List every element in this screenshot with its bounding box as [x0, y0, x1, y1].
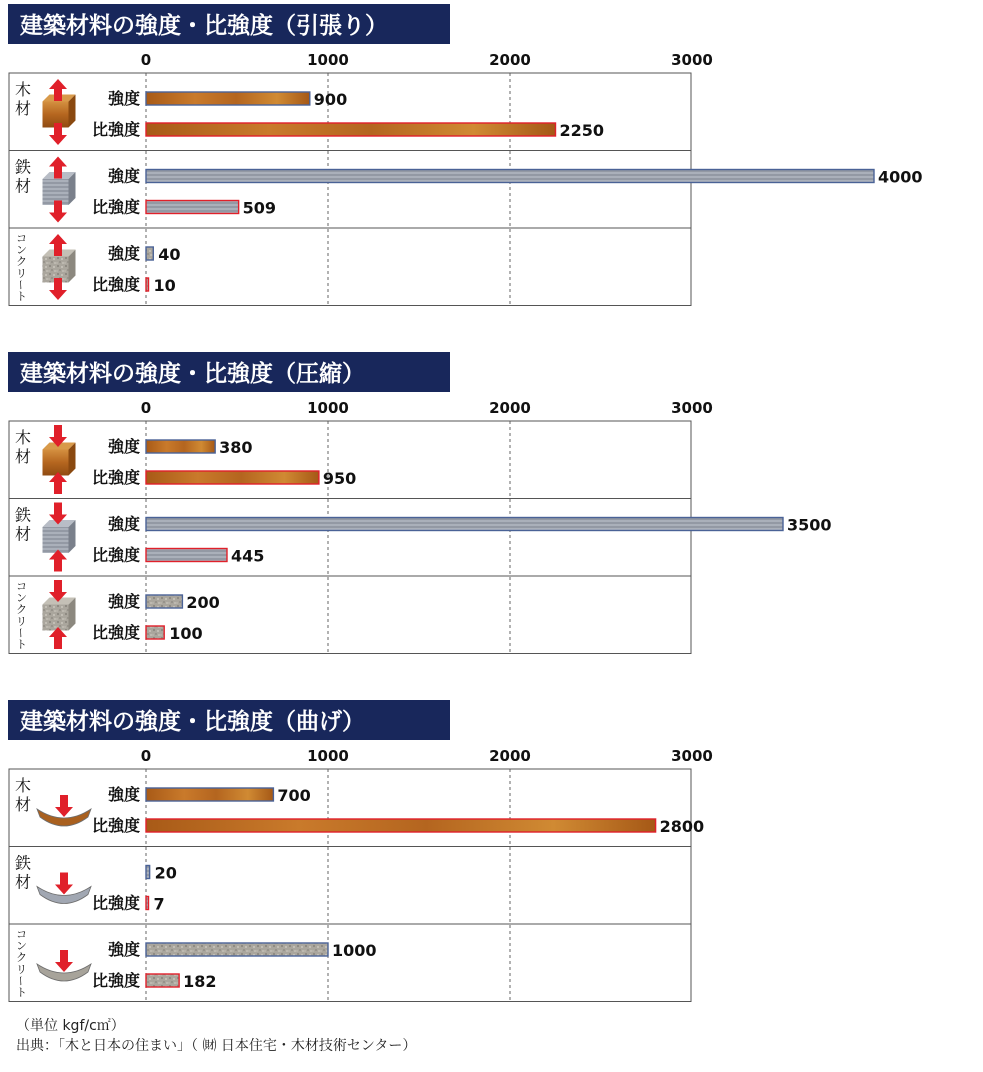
group-label-char: ー: [14, 279, 27, 291]
bar-specific-strength: [146, 819, 656, 832]
bar-strength: [146, 440, 215, 453]
series-label-strength: 強度: [107, 592, 140, 611]
group-label-char: 材: [15, 447, 32, 466]
axis-tick-label: 3000: [671, 747, 713, 765]
axis-tick-label: 1000: [307, 51, 349, 69]
axis-tick-label: 2000: [489, 399, 531, 417]
series-label-strength: 強度: [107, 514, 140, 534]
bar-value-label: 380: [219, 438, 253, 457]
bar-strength: [146, 943, 328, 956]
material-cube-icon: [43, 443, 76, 476]
group-label-char: 材: [15, 176, 32, 196]
group-label-char: ン: [16, 939, 27, 953]
group-label-char: 鉄: [15, 853, 32, 873]
axis-tick-label: 2000: [489, 747, 531, 765]
bar-value-label: 182: [183, 972, 217, 991]
bar-value-label: 700: [277, 786, 311, 805]
series-label-specific: 比強度: [91, 893, 140, 913]
group-label-char: リ: [16, 266, 27, 280]
series-label-strength: 強度: [107, 940, 140, 959]
compression-chart: [0, 348, 983, 688]
bar-strength: [146, 170, 874, 183]
material-cube-icon: [43, 520, 76, 553]
chart-svg: [0, 0, 983, 340]
bar-value-label: 950: [322, 469, 357, 488]
chart-svg: [0, 696, 983, 1036]
group-label-char: リ: [16, 614, 27, 628]
chart-svg: [0, 348, 983, 688]
series-label-strength: 強度: [107, 437, 140, 456]
bar-value-label: 40: [158, 245, 181, 264]
group-label-char: ン: [16, 243, 27, 257]
series-label-specific: 比強度: [91, 623, 140, 642]
unit-note: （単位 kgf/c㎡）: [16, 1018, 125, 1034]
bar-specific-strength: [146, 626, 164, 639]
bar-strength: [146, 788, 273, 801]
axis-tick-label: 0: [140, 747, 152, 765]
bar-value-label: 4000: [878, 167, 923, 187]
cube-front: [43, 605, 69, 631]
bar-specific-strength: [146, 201, 239, 214]
group-label-char: 木: [15, 80, 32, 99]
series-label-specific: 比強度: [91, 971, 140, 990]
group-label-char: 材: [15, 524, 32, 544]
bar-specific-strength: [146, 549, 227, 562]
bar-strength: [146, 92, 310, 105]
bar-value-label: 200: [186, 593, 220, 612]
group-label-char: ン: [16, 591, 27, 605]
bar-value-label: 100: [169, 624, 203, 643]
series-label-specific: 比強度: [91, 275, 140, 294]
series-label-strength: 強度: [107, 89, 140, 108]
series-label-specific: 比強度: [91, 545, 140, 565]
group-label-char: リ: [16, 962, 27, 976]
bar-value-label: 7: [153, 894, 165, 914]
group-label-char: 鉄: [15, 157, 32, 177]
axis-tick-label: 3000: [671, 51, 713, 69]
group-label-char: ー: [14, 975, 27, 987]
axis-tick-label: 0: [140, 399, 152, 417]
chart-title: 建築材料の強度・比強度（曲げ）: [20, 709, 365, 735]
group-label-char: 材: [15, 872, 32, 892]
chart-title: 建築材料の強度・比強度（圧縮）: [20, 361, 365, 387]
group-label-char: コ: [16, 928, 27, 941]
axis-tick-label: 2000: [489, 51, 531, 69]
cube-front: [43, 450, 69, 476]
group-label-char: ト: [16, 290, 27, 303]
series-label-strength: 強度: [107, 166, 140, 186]
bar-strength: [146, 518, 783, 531]
group-label-char: ト: [16, 986, 27, 999]
bar-value-label: 2250: [559, 121, 605, 140]
bar-value-label: 20: [154, 863, 177, 883]
bar-specific-strength: [146, 471, 319, 484]
bar-value-label: 445: [230, 546, 265, 566]
axis-tick-label: 3000: [671, 399, 713, 417]
group-label-char: ク: [16, 951, 27, 965]
bar-value-label: 2800: [659, 817, 705, 836]
series-label-specific: 比強度: [91, 197, 140, 217]
group-label-char: ト: [16, 638, 27, 651]
bar-specific-strength: [146, 974, 179, 987]
group-label-char: コ: [16, 580, 27, 593]
bar-specific-strength: [146, 897, 149, 910]
bar-strength: [146, 866, 150, 879]
bar-specific-strength: [146, 278, 149, 291]
material-cube-icon: [43, 598, 76, 631]
series-label-specific: 比強度: [91, 816, 140, 835]
series-label-specific: 比強度: [91, 468, 140, 487]
group-label-char: ク: [16, 603, 27, 617]
axis-tick-label: 1000: [307, 399, 349, 417]
group-label-char: ー: [14, 627, 27, 639]
chart-title: 建築材料の強度・比強度（引張り）: [20, 13, 388, 39]
source-note: 出典：「木と日本の住まい」（ ㈶ 日本住宅・木材技術センター）: [16, 1038, 417, 1054]
tension-chart: [0, 0, 983, 340]
group-label-char: 鉄: [15, 505, 32, 525]
group-label-char: 材: [15, 99, 32, 118]
group-label-char: 木: [15, 776, 32, 795]
bar-value-label: 1000: [332, 941, 377, 960]
bar-strength: [146, 247, 153, 260]
bar-strength: [146, 595, 182, 608]
group-label-char: 木: [15, 428, 32, 447]
cube-front: [43, 527, 69, 553]
group-label-char: ク: [16, 255, 27, 269]
axis-tick-label: 1000: [307, 747, 349, 765]
bar-value-label: 3500: [787, 515, 832, 535]
series-label-strength: 強度: [107, 244, 140, 263]
bar-value-label: 900: [313, 90, 348, 109]
load-arrow-icon: [55, 950, 73, 972]
load-arrow-icon: [55, 873, 73, 895]
group-label-char: 材: [15, 795, 32, 814]
series-label-specific: 比強度: [91, 120, 140, 139]
bar-specific-strength: [146, 123, 556, 136]
group-label-char: コ: [16, 232, 27, 245]
bending-chart: [0, 696, 983, 1036]
bar-value-label: 10: [153, 276, 176, 295]
footer: [16, 1016, 416, 1056]
series-label-strength: 強度: [107, 785, 140, 804]
load-arrow-icon: [55, 795, 73, 817]
axis-tick-label: 0: [140, 51, 152, 69]
bar-value-label: 509: [242, 198, 277, 218]
